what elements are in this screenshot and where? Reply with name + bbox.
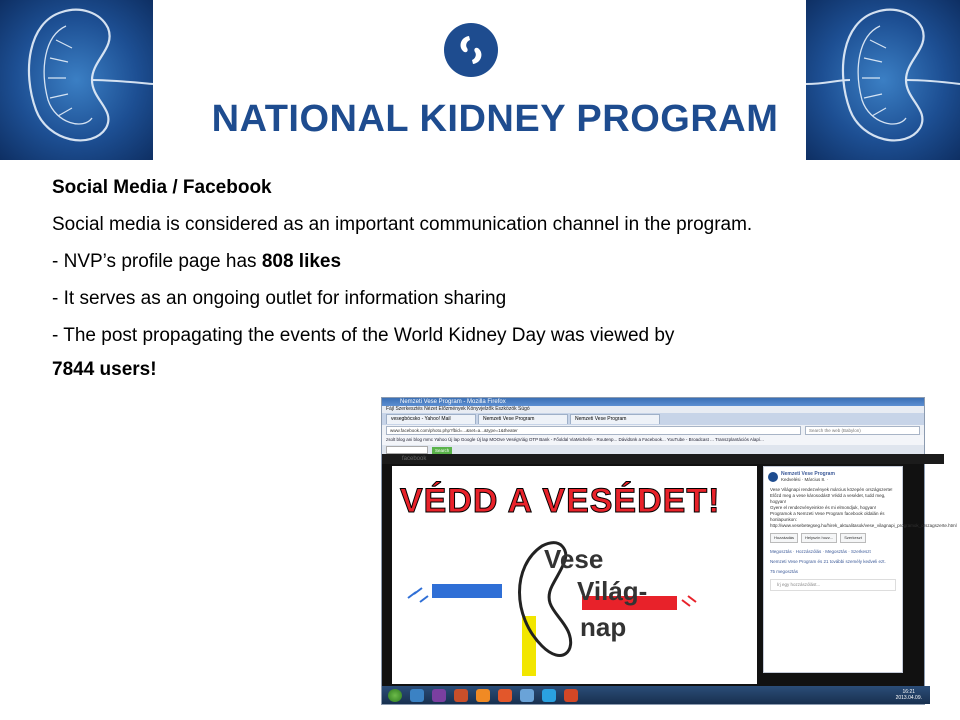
comment-box[interactable]: Írj egy hozzászólást...: [770, 579, 896, 591]
app-x-icon[interactable]: [432, 689, 446, 702]
poster-word-nap: nap: [580, 612, 627, 642]
poster-dash-red: [682, 596, 696, 606]
skype-icon[interactable]: [542, 689, 556, 702]
bullet-likes-text: - NVP’s profile page has: [52, 251, 262, 272]
browser-tab-strip: [382, 413, 924, 425]
poster-headline: VÉDD A VESÉDET!: [400, 482, 721, 520]
folder-icon[interactable]: [520, 689, 534, 702]
page-name[interactable]: Nemzeti Vese Program: [781, 471, 835, 477]
poster-word-vese: Vese: [544, 544, 604, 574]
browser-tab[interactable]: Nemzeti Vese Program: [570, 414, 660, 424]
toolbar-search-field[interactable]: [386, 446, 428, 454]
browser-tab[interactable]: Nemzeti Vese Program: [478, 414, 568, 424]
powerpoint-icon[interactable]: [564, 689, 578, 702]
facebook-photo-viewer: [382, 454, 957, 686]
likes-count: 808 likes: [261, 251, 342, 272]
windows-taskbar: [382, 686, 930, 704]
start-orb-icon[interactable]: [388, 689, 402, 702]
browser-search-box[interactable]: Search the web (Babylon): [805, 426, 920, 435]
facebook-header: facebook: [382, 454, 944, 464]
post-header: [764, 467, 902, 487]
post-shares[interactable]: 75 megosztás: [770, 569, 799, 574]
poster-word-vilag: Világ-: [577, 576, 648, 606]
tag-button[interactable]: Hozzáadás: [770, 533, 798, 543]
intro-paragraph: Social media is considered as an important communication channel in the program.: [52, 214, 753, 235]
page-avatar[interactable]: [768, 472, 778, 482]
media-icon[interactable]: [454, 689, 468, 702]
post-meta: Kedvelési · Március 8. ·: [781, 477, 829, 482]
bullet-outlet: - It serves as an ongoing outlet for information sharing: [52, 288, 507, 309]
clock-time: 16:21: [902, 689, 916, 695]
browser-menu-bar[interactable]: Fájl Szerkesztés Nézet Előzmények Könyvjelzők Eszközök Súgó: [382, 406, 924, 413]
world-kidney-day-poster: [392, 466, 757, 684]
address-bar[interactable]: www.facebook.com/photo.php?fbid=...&set=a...&type=1&theater: [386, 426, 801, 435]
slide-body: [52, 176, 834, 395]
views-count: 7844 users!: [52, 359, 157, 380]
post-buttons: [764, 529, 902, 547]
poster-yellow-bar: [522, 616, 536, 676]
page-title: NATIONAL KIDNEY PROGRAM: [211, 98, 779, 140]
toolbar-search-button[interactable]: Search: [432, 447, 452, 454]
bookmarks-bar[interactable]: zsolt blog ani blog mmc Yahoo Új lap Google Új lap MOOve VeségViág OTP Bank - Főoldal ViaMichelin - Routenp... Dávidünk a Facebook... YouTube - Broadcast ... Transzplantációs Alapí...: [382, 435, 924, 445]
bullet-likes: [52, 250, 834, 274]
bullet-views: - The post propagating the events of the World Kidney Day was viewed by: [52, 325, 675, 346]
vlc-icon[interactable]: [476, 689, 490, 702]
edit-button[interactable]: Szerkeszt: [840, 533, 866, 543]
post-text: Vese Világnapi rendezvények március közepén országszerte! Előzd meg a vese károsodást! Védd a vesédet, tudd meg, hogyan! Gyere el rendezvényeinkre és mi elmondjuk, hogyan! Programok a Nemzeti Vese Program facebook oldalán és honlapunkon: http://www.vesebetegseg.hu/hirek_aktualitasok/vese_vilagnapi_programok_orszagszerte.html: [770, 487, 957, 528]
section-heading: Social Media / Facebook: [52, 177, 272, 198]
poster-blue-bar: [432, 584, 502, 598]
location-button[interactable]: Helyszín hozz...: [801, 533, 837, 543]
poster-dash-blue: [408, 588, 428, 602]
taskbar-clock[interactable]: [896, 689, 930, 701]
facebook-post-panel: [763, 466, 957, 673]
program-logo: [443, 22, 499, 78]
post-actions[interactable]: Megosztás · Hozzászólás · Megosztás · Szerkeszt: [770, 549, 871, 554]
firefox-icon[interactable]: [498, 689, 512, 702]
explorer-icon[interactable]: [410, 689, 424, 702]
clock-date: 2013.04.09.: [895, 695, 922, 701]
post-likes[interactable]: Nemzeti Vese Program és 21 további személy kedveli ezt.: [770, 559, 886, 564]
facebook-screenshot: [381, 397, 957, 705]
browser-address-row: [382, 425, 924, 435]
browser-title-bar: Nemzeti Vese Program - Mozilla Firefox: [382, 398, 924, 406]
browser-tab[interactable]: vesegbócsko - Yahoo! Mail: [386, 414, 476, 424]
